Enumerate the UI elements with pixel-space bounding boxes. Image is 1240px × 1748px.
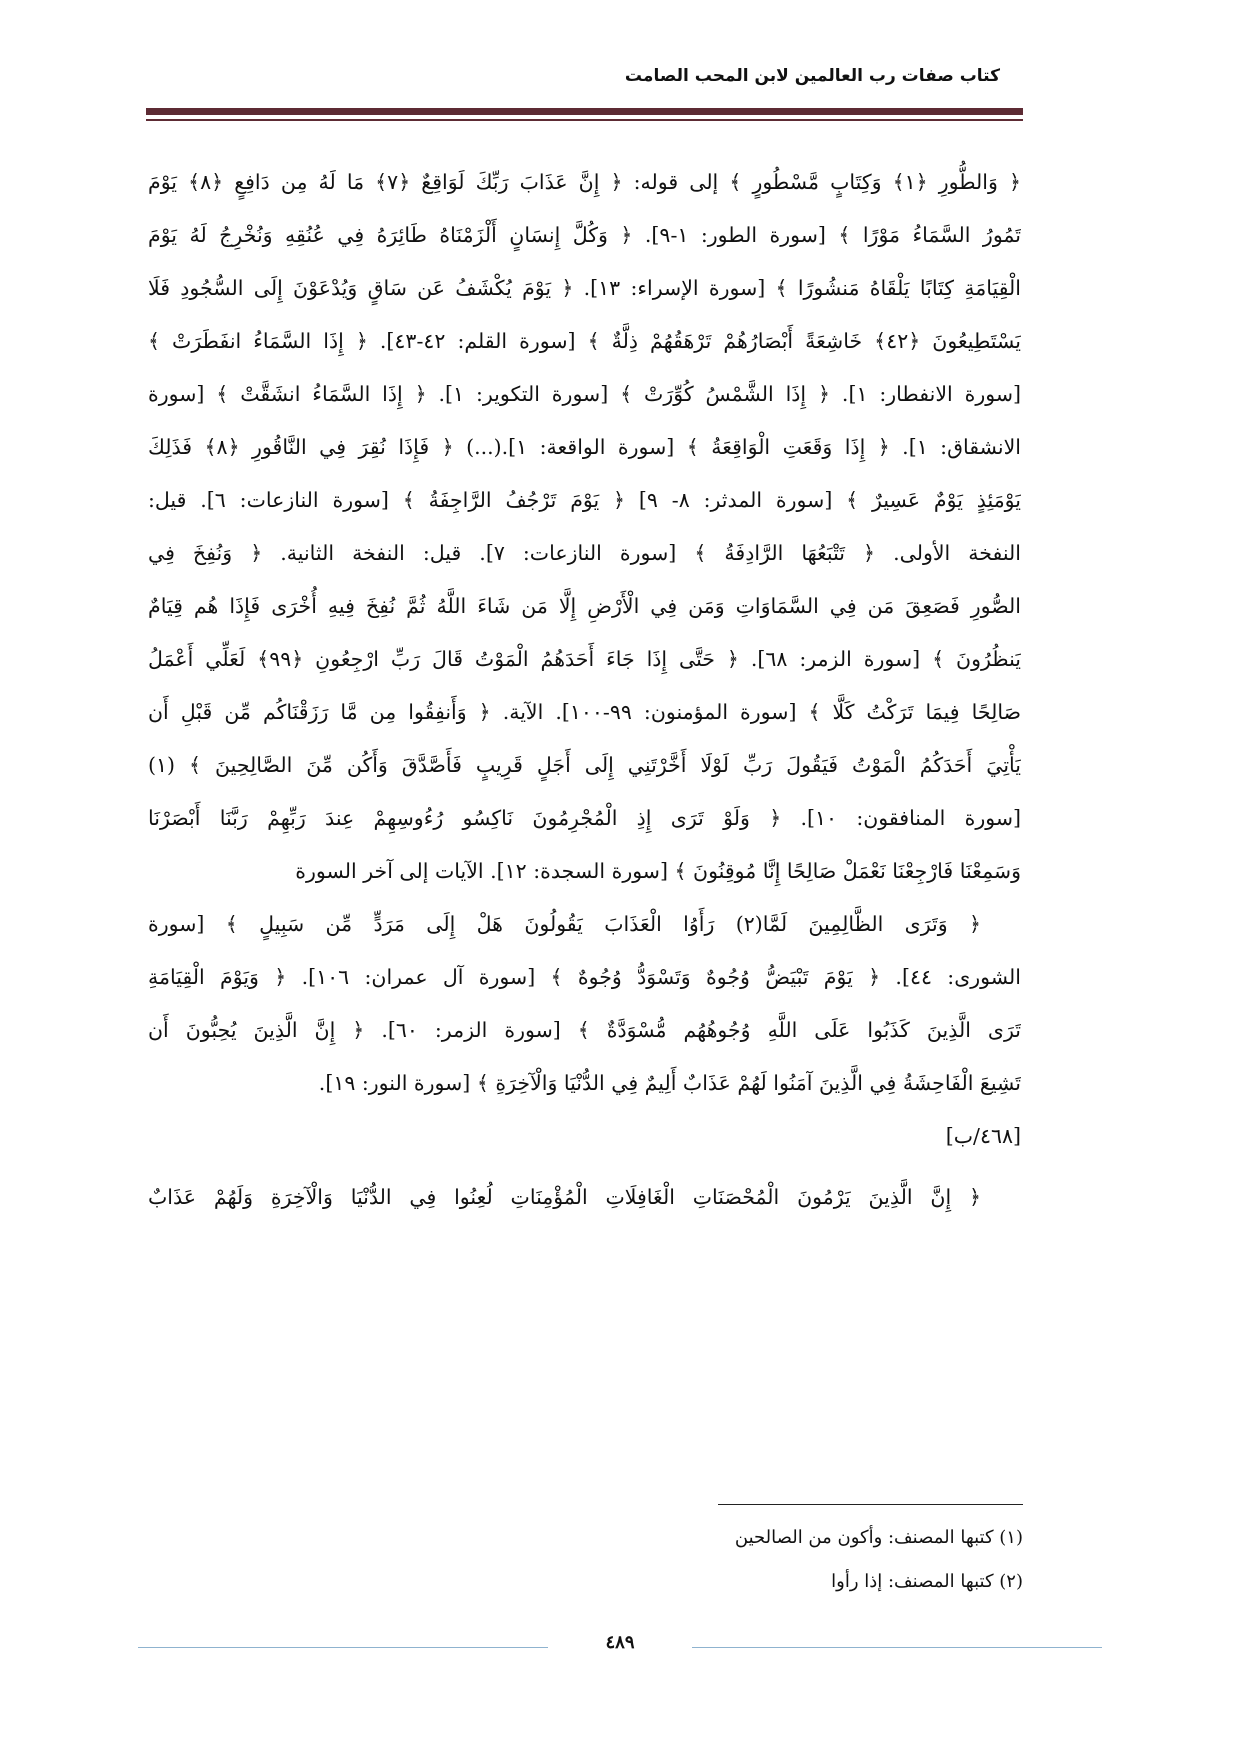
text-line: الانشقاق: ١]. ﴿ إِذَا وَقَعَتِ الْوَاقِعَةُ ﴾ [سورة الواقعة: ١].(...) ﴿ فَإِذَا نُقِرَ فِي النَّاقُورِ ﴿٨﴾ فَذَلِكَ [148,435,1021,459]
footer-rule-left [138,1647,548,1648]
text-line: ﴿ وَتَرَى الظَّالِمِينَ لَمَّا(٢) رَأَوُا الْعَذَابَ يَقُولُونَ هَلْ إِلَى مَرَدٍّ مِّن سَبِيلٍ ﴾ [سورة [148,912,981,936]
text-line: ﴿ إِنَّ الَّذِينَ يَرْمُونَ الْمُحْصَنَاتِ الْغَافِلَاتِ الْمُؤْمِنَاتِ لُعِنُوا فِي الدُّنْيَا وَالْآخِرَةِ وَلَهُمْ عَذَابٌ [148,1185,981,1209]
manuscript-folio-ref: [٤٦٨/ب] [945,1124,1021,1148]
text-line: صَالِحًا فِيمَا تَرَكْتُ كَلَّا ﴾ [سورة المؤمنون: ٩٩-١٠٠]. الآية. ﴿ وَأَنفِقُوا مِن مَّا رَزَقْنَاكُم مِّن قَبْلِ أَن [148,700,1021,724]
text-line: [سورة الانفطار: ١]. ﴿ إِذَا الشَّمْسُ كُوِّرَتْ ﴾ [سورة التكوير: ١]. ﴿ إِذَا السَّمَاءُ انشَقَّتْ ﴾ [سورة [148,382,1021,406]
footnote-1: (١) كتبها المصنف: وأكون من الصالحين [734,1527,1023,1548]
text-line: تَشِيعَ الْفَاحِشَةُ فِي الَّذِينَ آمَنُوا لَهُمْ عَذَابٌ أَلِيمٌ فِي الدُّنْيَا وَالْآخِرَةِ ﴾ [سورة النور: ١٩]. [318,1071,1021,1095]
text-line: يَأْتِيَ أَحَدَكُمُ الْمَوْتُ فَيَقُولَ رَبِّ لَوْلَا أَخَّرْتَنِي إِلَى أَجَلٍ قَرِيبٍ فَأَصَّدَّقَ وَأَكُن مِّنَ الصَّالِحِينَ ﴾ (١) [148,753,1021,777]
text-line: تَمُورُ السَّمَاءُ مَوْرًا ﴾ [سورة الطور: ١-٩]. ﴿ وَكُلَّ إِنسَانٍ أَلْزَمْنَاهُ طَائِرَهُ فِي عُنُقِهِ وَنُخْرِجُ لَهُ يَوْمَ [148,223,1021,247]
text-line: النفخة الأولى. ﴿ تَتْبَعُهَا الرَّادِفَةُ ﴾ [سورة النازعات: ٧]. قيل: النفخة الثانية. ﴿ وَنُفِخَ فِي [148,541,1021,565]
text-line: الشورى: ٤٤]. ﴿ يَوْمَ تَبْيَضُّ وُجُوهٌ وَتَسْوَدُّ وُجُوهٌ ﴾ [سورة آل عمران: ١٠٦]. ﴿ وَيَوْمَ الْقِيَامَةِ [148,965,1021,989]
text-line: الصُّورِ فَصَعِقَ مَن فِي السَّمَاوَاتِ وَمَن فِي الْأَرْضِ إِلَّا مَن شَاءَ اللَّهُ ثُمَّ نُفِخَ فِيهِ أُخْرَى فَإِذَا هُم قِيَامٌ [148,594,1021,618]
text-line: ﴿ وَالطُّورِ ﴿١﴾ وَكِتَابٍ مَّسْطُورٍ ﴾ إلى قوله: ﴿ إِنَّ عَذَابَ رَبِّكَ لَوَاقِعٌ ﴿٧﴾ مَا لَهُ مِن دَافِعٍ ﴿٨﴾ يَوْمَ [148,170,1021,194]
text-line: يَوْمَئِذٍ يَوْمٌ عَسِيرٌ ﴾ [سورة المدثر: ٨- ٩] ﴿ يَوْمَ تَرْجُفُ الرَّاجِفَةُ ﴾ [سورة النازعات: ٦]. قيل: [148,488,1021,512]
body-text [148,156,1021,1224]
text-line: تَرَى الَّذِينَ كَذَبُوا عَلَى اللَّهِ وُجُوهُهُم مُّسْوَدَّةٌ ﴾ [سورة الزمر: ٦٠]. ﴿ إِنَّ الَّذِينَ يُحِبُّونَ أَن [148,1018,1021,1042]
text-line: يَنظُرُونَ ﴾ [سورة الزمر: ٦٨]. ﴿ حَتَّى إِذَا جَاءَ أَحَدَهُمُ الْمَوْتُ قَالَ رَبِّ ارْجِعُونِ ﴿٩٩﴾ لَعَلِّي أَعْمَلُ [148,647,1021,671]
footnotes [323,1516,1023,1604]
page-number: ٤٨٩ [605,1632,635,1653]
text-line: وَسَمِعْنَا فَارْجِعْنَا نَعْمَلْ صَالِحًا إِنَّا مُوقِنُونَ ﴾ [سورة السجدة: ١٢]. الآيات إلى آخر السورة [295,859,1021,883]
running-header: كتاب صفات رب العالمين لابن المحب الصامت [624,66,1000,86]
footer-rule-right [692,1647,1102,1648]
text-line: الْقِيَامَةِ كِتَابًا يَلْقَاهُ مَنشُورًا ﴾ [سورة الإسراء: ١٣]. ﴿ يَوْمَ يُكْشَفُ عَن سَاقٍ وَيُدْعَوْنَ إِلَى السُّجُودِ فَلَا [148,276,1021,300]
footnote-separator [718,1504,1023,1505]
header-rule-thin [146,119,1023,121]
header-rule-thick [146,108,1023,115]
footnote-2: (٢) كتبها المصنف: إذا رأوا [831,1571,1023,1592]
text-line: [سورة المنافقون: ١٠]. ﴿ وَلَوْ تَرَى إِذِ الْمُجْرِمُونَ نَاكِسُو رُءُوسِهِمْ عِندَ رَبِّهِمْ رَبَّنَا أَبْصَرْنَا [148,806,1021,830]
text-line: يَسْتَطِيعُونَ ﴿٤٢﴾ خَاشِعَةً أَبْصَارُهُمْ تَرْهَقُهُمْ ذِلَّةٌ ﴾ [سورة القلم: ٤٢-٤٣]. ﴿ إِذَا السَّمَاءُ انفَطَرَتْ ﴾ [148,329,1021,353]
